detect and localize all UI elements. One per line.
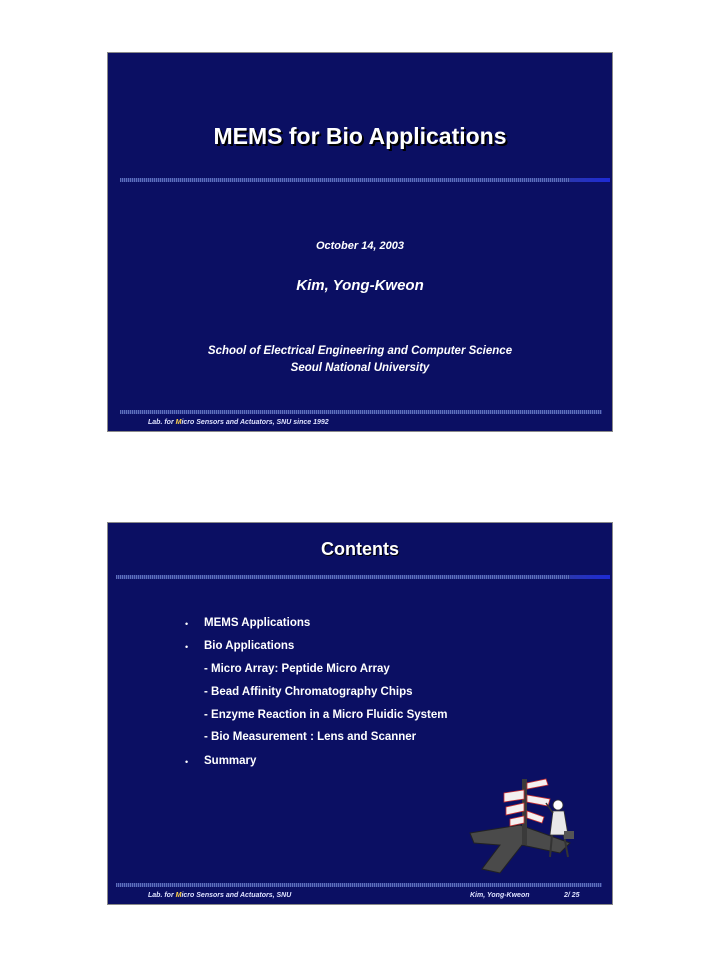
bullet-marker: •	[185, 619, 189, 629]
footer-author: Kim, Yong-Kweon	[470, 892, 530, 899]
footer-lab: Lab. for Micro Sensors and Actuators, SNU since 1992	[148, 419, 329, 426]
list-item: MEMS Applications	[204, 617, 311, 629]
presentation-date: October 14, 2003	[315, 240, 405, 252]
list-item: Bio Applications	[204, 640, 295, 652]
page-number: 2/ 25	[564, 892, 580, 899]
slide-title: Contents	[321, 539, 399, 559]
slide-title: MEMS for Bio Applications	[213, 123, 507, 149]
list-subitem: - Bio Measurement : Lens and Scanner	[204, 731, 417, 743]
list-item: Summary	[204, 755, 257, 767]
footer-divider	[116, 883, 602, 887]
list-subitem: - Enzyme Reaction in a Micro Fluidic System	[204, 709, 448, 721]
list-subitem: - Micro Array: Peptide Micro Array	[204, 663, 390, 675]
title-divider	[116, 575, 602, 579]
affiliation-line-1: School of Electrical Engineering and Computer Science	[207, 345, 513, 357]
title-slide	[107, 52, 613, 432]
signpost-person-illustration	[460, 773, 590, 883]
footer-lab: Lab. for Micro Sensors and Actuators, SNU	[148, 892, 292, 899]
list-subitem: - Bead Affinity Chromatography Chips	[204, 686, 413, 698]
contents-slide	[107, 522, 613, 905]
title-divider	[120, 178, 602, 182]
bullet-marker: •	[185, 757, 189, 767]
footer-divider	[120, 410, 602, 414]
bullet-marker: •	[185, 642, 189, 652]
affiliation-line-2: Seoul National University	[290, 362, 430, 374]
author-name: Kim, Yong-Kweon	[296, 277, 424, 294]
